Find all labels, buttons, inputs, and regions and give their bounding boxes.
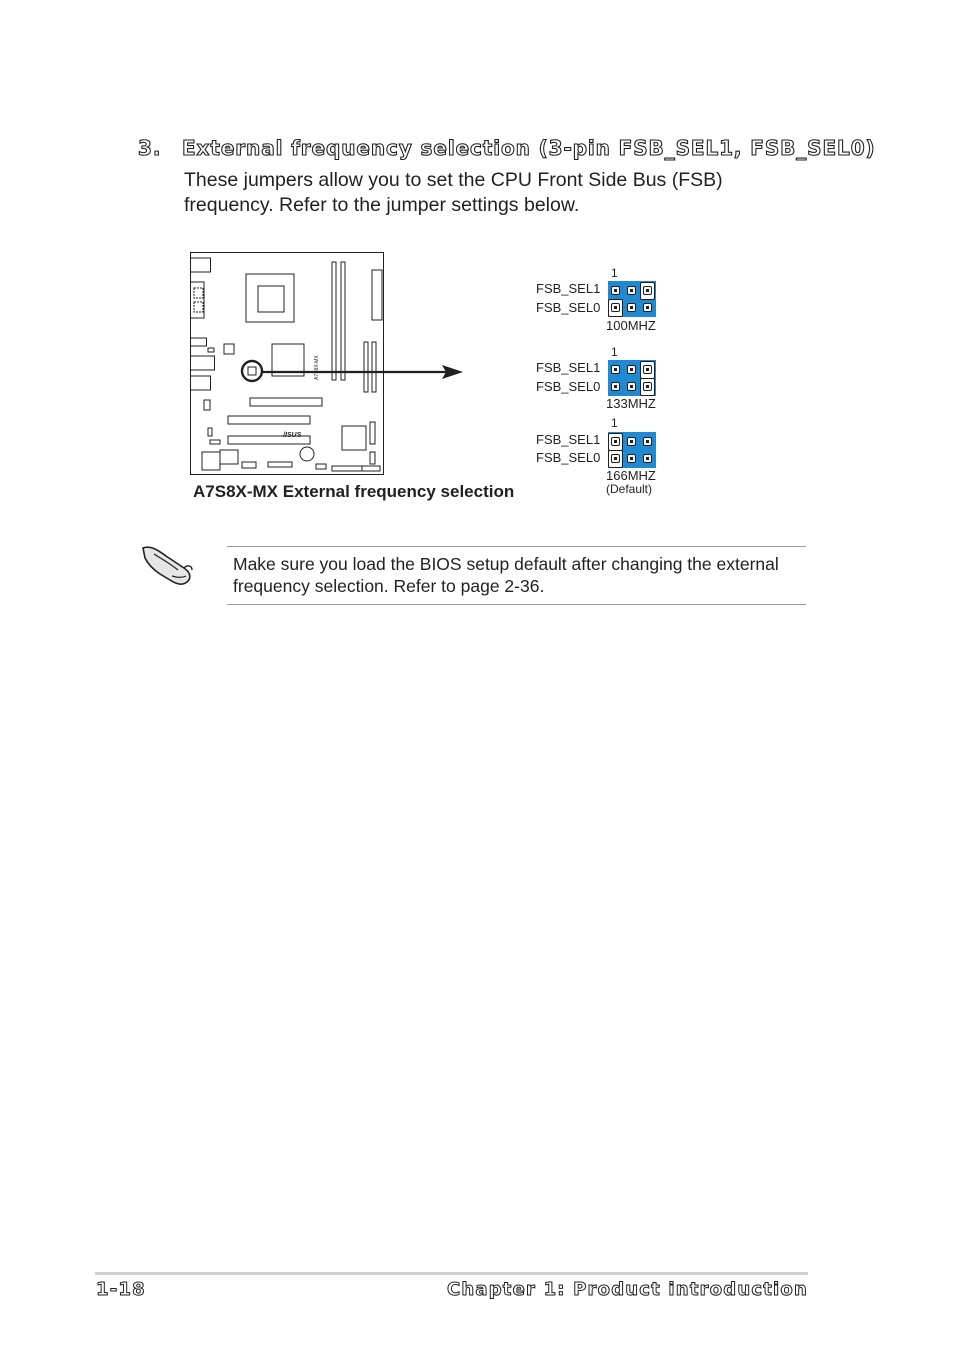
fsb-sel1-label: FSB_SEL1 — [536, 360, 601, 375]
board-outline — [191, 253, 384, 475]
chapter-title: Chapter 1: Product introduction — [446, 1279, 808, 1300]
section-number: 3. — [138, 136, 162, 160]
ps2-port — [191, 258, 211, 272]
pin1-label: 1 — [611, 416, 618, 430]
pci-slot-1 — [250, 398, 322, 406]
frequency-label: 100MHZ — [606, 318, 656, 333]
pci-slot-2 — [228, 416, 310, 424]
note-text: Make sure you load the BIOS setup default after changing the external frequency selection. Refer to page 2-36. — [233, 554, 779, 596]
board-model-silkscreen: A7S8X-MX — [314, 355, 320, 380]
dimm-slot-1 — [332, 262, 336, 380]
battery — [300, 447, 314, 461]
board-logo: /ISUS — [283, 432, 302, 439]
section-title — [138, 136, 876, 160]
hand-note-icon — [140, 540, 196, 590]
audio-port — [191, 376, 211, 390]
note-divider-top — [227, 546, 806, 547]
usb-port — [191, 356, 215, 370]
lpt-port — [190, 282, 204, 318]
page-number: 1-18 — [96, 1279, 146, 1300]
fsb-sel0-label: FSB_SEL0 — [536, 300, 601, 315]
pin1-label: 1 — [611, 345, 618, 359]
cpu-socket — [246, 274, 294, 322]
frequency-label: 166MHZ — [606, 468, 656, 483]
motherboard-layout-diagram — [190, 252, 470, 482]
pin1-label: 1 — [611, 266, 618, 280]
fsb-sel1-label: FSB_SEL1 — [536, 281, 601, 296]
section-title-text: External frequency selection (3-pin FSB_SEL1, FSB_SEL0) — [182, 136, 876, 160]
fsb-sel0-label: FSB_SEL0 — [536, 379, 601, 394]
atx-power-connector — [372, 270, 382, 320]
note-divider-bottom — [227, 604, 806, 605]
figure-caption: A7S8X-MX External frequency selection — [193, 482, 515, 501]
default-note: (Default) — [606, 482, 653, 496]
dimm-slot-2 — [341, 262, 345, 380]
agp-slot — [364, 342, 368, 392]
footer-divider — [95, 1272, 808, 1275]
jumper-location-marker — [242, 361, 262, 381]
fsb-sel0-label: FSB_SEL0 — [536, 450, 601, 465]
frequency-label: 133MHZ — [606, 396, 656, 411]
southbridge-chip — [342, 426, 366, 450]
fsb-sel1-label: FSB_SEL1 — [536, 432, 601, 447]
intro-paragraph: These jumpers allow you to set the CPU Front Side Bus (FSB) frequency. Refer to the jumper settings below. — [184, 169, 723, 216]
